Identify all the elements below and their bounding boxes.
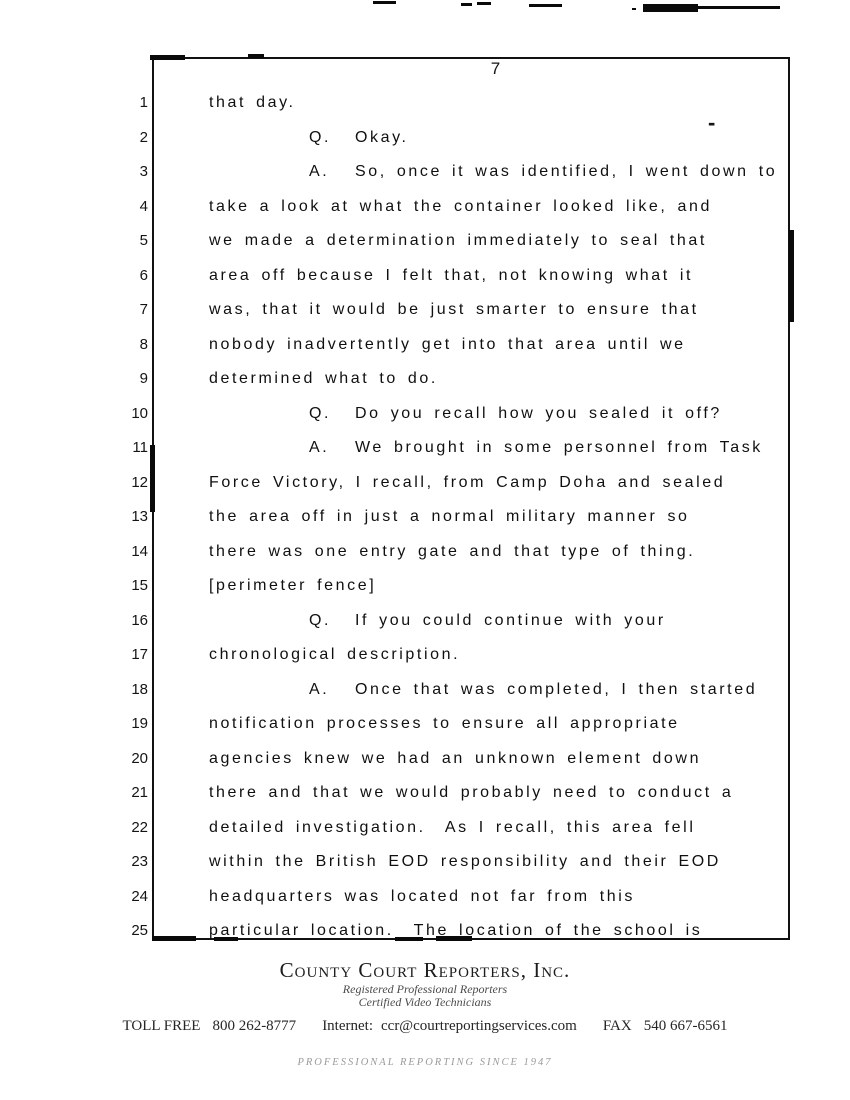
- line-number: 12: [131, 473, 148, 491]
- line-number: 24: [131, 887, 148, 905]
- toll-free-label: TOLL FREE: [122, 1018, 201, 1034]
- fax-number: 540 667-6561: [643, 1018, 728, 1034]
- line-number: 21: [131, 784, 148, 801]
- scan-artifact: [477, 2, 491, 5]
- scan-artifact: [789, 230, 794, 322]
- transcript-line: [154, 328, 784, 363]
- transcript-text: determined what to do.: [209, 370, 438, 387]
- transcript-text-column: [154, 86, 784, 949]
- company-tagline-2: Certified Video Technicians: [358, 995, 492, 1009]
- transcript-text: nobody inadvertently get into that area until we: [209, 335, 686, 353]
- qa-prefix: A.: [309, 163, 330, 180]
- line-number: 9: [139, 370, 148, 387]
- transcript-line: [154, 190, 784, 225]
- transcript-line: [154, 86, 784, 121]
- transcript-text: the area off in just a normal military manner so: [209, 508, 690, 525]
- line-number: 10: [131, 404, 148, 422]
- transcript-line: [154, 362, 784, 397]
- transcript-line: [154, 535, 784, 570]
- qa-prefix: Q.: [309, 611, 332, 629]
- line-number: 6: [139, 266, 148, 284]
- scan-artifact: [373, 1, 396, 4]
- contact-line: [0, 1018, 850, 1035]
- reporter-footer: [0, 958, 850, 1035]
- scan-artifact: [695, 6, 780, 9]
- line-number: 18: [131, 680, 148, 698]
- line-number: 11: [132, 439, 148, 456]
- transcript-line: [154, 604, 784, 639]
- transcript-text: there was one entry gate and that type of thing.: [209, 542, 696, 560]
- transcript-text: there and that we would probably need to conduct a: [209, 784, 734, 801]
- transcript-text: headquarters was located not far from this: [209, 887, 636, 905]
- transcript-text: Do you recall how you sealed it off?: [355, 404, 722, 422]
- transcript-text: was, that it would be just smarter to ensure that: [209, 301, 699, 318]
- line-number: 22: [131, 818, 148, 836]
- transcript-text: chronological description.: [209, 646, 461, 663]
- transcript-text: notification processes to ensure all appropriate: [209, 715, 680, 732]
- transcript-line: [154, 914, 784, 949]
- line-number: 15: [131, 577, 148, 594]
- transcript-text: Once that was completed, I then started: [355, 680, 758, 698]
- line-number: 4: [139, 197, 148, 215]
- internet-label: Internet:: [322, 1018, 373, 1034]
- transcript-text: take a look at what the container looked like, and: [209, 197, 712, 215]
- line-number: 5: [139, 232, 148, 249]
- transcript-text: area off because I felt that, not knowing what it: [209, 266, 694, 284]
- transcript-line: [154, 845, 784, 880]
- transcript-line: [154, 466, 784, 501]
- transcript-line: [154, 500, 784, 535]
- transcript-line: [154, 155, 784, 190]
- transcript-line: [154, 742, 784, 777]
- line-number: 19: [131, 715, 148, 732]
- transcript-line: [154, 569, 784, 604]
- scan-artifact: [632, 8, 636, 10]
- transcript-text: If you could continue with your: [355, 611, 666, 629]
- transcript-line: [154, 880, 784, 915]
- transcript-text: We brought in some personnel from Task: [355, 439, 763, 456]
- line-number: 17: [131, 646, 148, 663]
- line-number: 7: [139, 301, 148, 318]
- line-number: 16: [131, 611, 148, 629]
- page-number: 7: [490, 59, 502, 78]
- transcript-text: we made a determination immediately to seal that: [209, 232, 707, 249]
- qa-prefix: Q.: [309, 404, 332, 422]
- scan-artifact: [461, 3, 472, 6]
- transcript-line: [154, 638, 784, 673]
- company-name: County Court Reporters, Inc.: [279, 958, 571, 982]
- qa-prefix: A.: [309, 680, 330, 698]
- transcript-text: Okay.: [355, 128, 409, 146]
- transcript-line: [154, 224, 784, 259]
- line-number: 8: [139, 335, 148, 353]
- transcript-text: detailed investigation. As I recall, this area fell: [209, 818, 696, 836]
- scan-artifact: [643, 4, 698, 12]
- line-number-column: [108, 86, 148, 949]
- transcript-line: [154, 397, 784, 432]
- stray-dash-mark: -: [708, 110, 716, 135]
- line-number: 2: [139, 128, 148, 146]
- transcript-line: [154, 121, 784, 156]
- line-number: 14: [131, 542, 148, 560]
- qa-prefix: Q.: [309, 128, 332, 146]
- line-number: 3: [139, 163, 148, 180]
- scan-artifact: [529, 4, 562, 7]
- toll-free-number: 800 262-8777: [212, 1018, 297, 1034]
- transcript-text: So, once it was identified, I went down to: [355, 163, 778, 180]
- transcript-text: [perimeter fence]: [209, 577, 377, 594]
- transcript-text: within the British EOD responsibility and their EOD: [209, 853, 721, 870]
- line-number: 13: [131, 508, 148, 525]
- transcript-line: [154, 811, 784, 846]
- transcript-line: [154, 259, 784, 294]
- line-number: 20: [131, 749, 148, 767]
- transcript-line: [154, 707, 784, 742]
- company-tagline-1: Registered Professional Reporters: [342, 982, 508, 996]
- scan-artifact: [248, 54, 264, 58]
- transcript-text: Force Victory, I recall, from Camp Doha and sealed: [209, 473, 726, 491]
- company-motto: PROFESSIONAL REPORTING SINCE 1947: [297, 1057, 553, 1068]
- transcript-text: agencies knew we had an unknown element down: [209, 749, 702, 767]
- transcript-line: [154, 431, 784, 466]
- qa-prefix: A.: [309, 439, 330, 456]
- line-number: 1: [139, 94, 148, 111]
- transcript-line: [154, 673, 784, 708]
- transcript-text: that day.: [209, 94, 296, 111]
- fax-label: FAX: [602, 1018, 632, 1034]
- line-number: 23: [131, 853, 148, 870]
- transcript-line: [154, 293, 784, 328]
- line-number: 25: [131, 922, 148, 939]
- transcript-line: [154, 776, 784, 811]
- email-address: ccr@courtreportingservices.com: [381, 1018, 577, 1034]
- transcript-text: particular location. The location of the school is: [209, 922, 703, 939]
